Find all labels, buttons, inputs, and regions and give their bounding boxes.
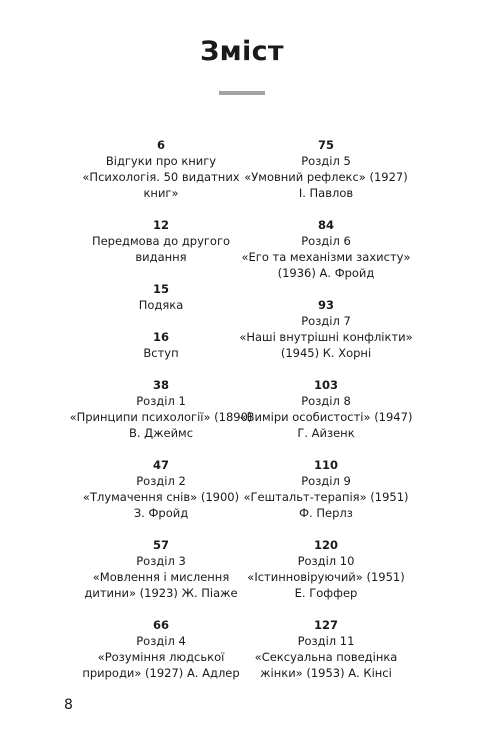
toc-line: (1936) А. Фройд xyxy=(277,266,375,280)
toc-entry[interactable] xyxy=(228,377,424,441)
toc-line: Розділ 2 xyxy=(136,474,186,488)
toc-page-number: 12 xyxy=(152,218,169,232)
toc-entry[interactable] xyxy=(228,457,424,521)
toc-line: жінки» (1953) А. Кінсі xyxy=(260,666,392,680)
toc-line: В. Джеймс xyxy=(128,426,194,440)
toc-line: Передмова до другого xyxy=(91,234,231,248)
toc-line: Розділ 7 xyxy=(301,314,351,328)
toc-line: І. Павлов xyxy=(298,186,354,200)
toc-line: «Тлумачення снів» (1900) xyxy=(82,490,240,504)
toc-entry[interactable] xyxy=(228,297,424,361)
toc-line: Розділ 11 xyxy=(297,634,355,648)
toc-page-number: 75 xyxy=(317,138,334,152)
toc-line: «Умовний рефлекс» (1927) xyxy=(244,170,408,184)
toc-page-number: 38 xyxy=(152,378,169,392)
title-divider xyxy=(219,91,265,95)
toc-line: Розділ 3 xyxy=(136,554,186,568)
toc-line: Розділ 6 xyxy=(301,234,351,248)
toc-line: З. Фройд xyxy=(133,506,189,520)
toc-line: Г. Айзенк xyxy=(297,426,355,440)
toc-page-number: 16 xyxy=(152,330,169,344)
toc-line: «Розуміння людської xyxy=(97,650,225,664)
toc-page-number: 57 xyxy=(152,538,169,552)
toc-line: Розділ 5 xyxy=(301,154,351,168)
toc-page-number: 15 xyxy=(152,282,169,296)
toc-line: Розділ 1 xyxy=(136,394,186,408)
toc-line: природи» (1927) А. Адлер xyxy=(82,666,240,680)
toc-page-number: 103 xyxy=(313,378,338,392)
toc-line: Розділ 4 xyxy=(136,634,186,648)
toc-line: Вступ xyxy=(143,346,179,360)
toc-line: «Сексуальна поведінка xyxy=(254,650,398,664)
toc-line: «Его та механізми захисту» xyxy=(241,250,411,264)
toc-line: Розділ 8 xyxy=(301,394,351,408)
toc-page-number: 66 xyxy=(152,618,169,632)
page-number: 8 xyxy=(64,697,73,713)
toc-entry[interactable] xyxy=(228,137,424,201)
toc-line: видання xyxy=(135,250,187,264)
toc-line: «Наші внутрішні конфлікти» xyxy=(239,330,413,344)
toc-line: дитини» (1923) Ж. Піаже xyxy=(84,586,238,600)
page-title: Зміст xyxy=(200,36,284,67)
toc-entry[interactable] xyxy=(228,537,424,601)
toc-line: Розділ 9 xyxy=(301,474,351,488)
toc-page-number: 84 xyxy=(317,218,334,232)
toc-line: «Принципи психології» (1890) xyxy=(69,410,253,424)
toc-line: «Гештальт-терапія» (1951) xyxy=(243,490,409,504)
toc-page-number: 6 xyxy=(156,138,165,152)
toc-line: «Мовлення і мислення xyxy=(92,570,230,584)
toc-column-right xyxy=(228,137,424,681)
toc-line: Відгуки про книгу xyxy=(105,154,217,168)
toc-line: (1945) К. Хорні xyxy=(280,346,372,360)
toc-page-number: 47 xyxy=(152,458,169,472)
toc-page-number: 110 xyxy=(313,458,338,472)
toc-line: книг» xyxy=(143,186,179,200)
toc-line: «Істинновіруючий» (1951) xyxy=(247,570,405,584)
toc-entry[interactable] xyxy=(228,217,424,281)
toc-line: Ф. Перлз xyxy=(299,506,353,520)
toc-line: «Психологія. 50 видатних xyxy=(82,170,240,184)
toc-line: Подяка xyxy=(138,298,184,312)
toc-line: «Виміри особистості» (1947) xyxy=(239,410,413,424)
toc-line: Е. Гоффер xyxy=(294,586,358,600)
toc-page-number: 120 xyxy=(313,538,338,552)
toc-page-number: 93 xyxy=(317,298,334,312)
toc-page-number: 127 xyxy=(313,618,338,632)
toc-line: Розділ 10 xyxy=(297,554,355,568)
toc-entry[interactable] xyxy=(228,617,424,681)
